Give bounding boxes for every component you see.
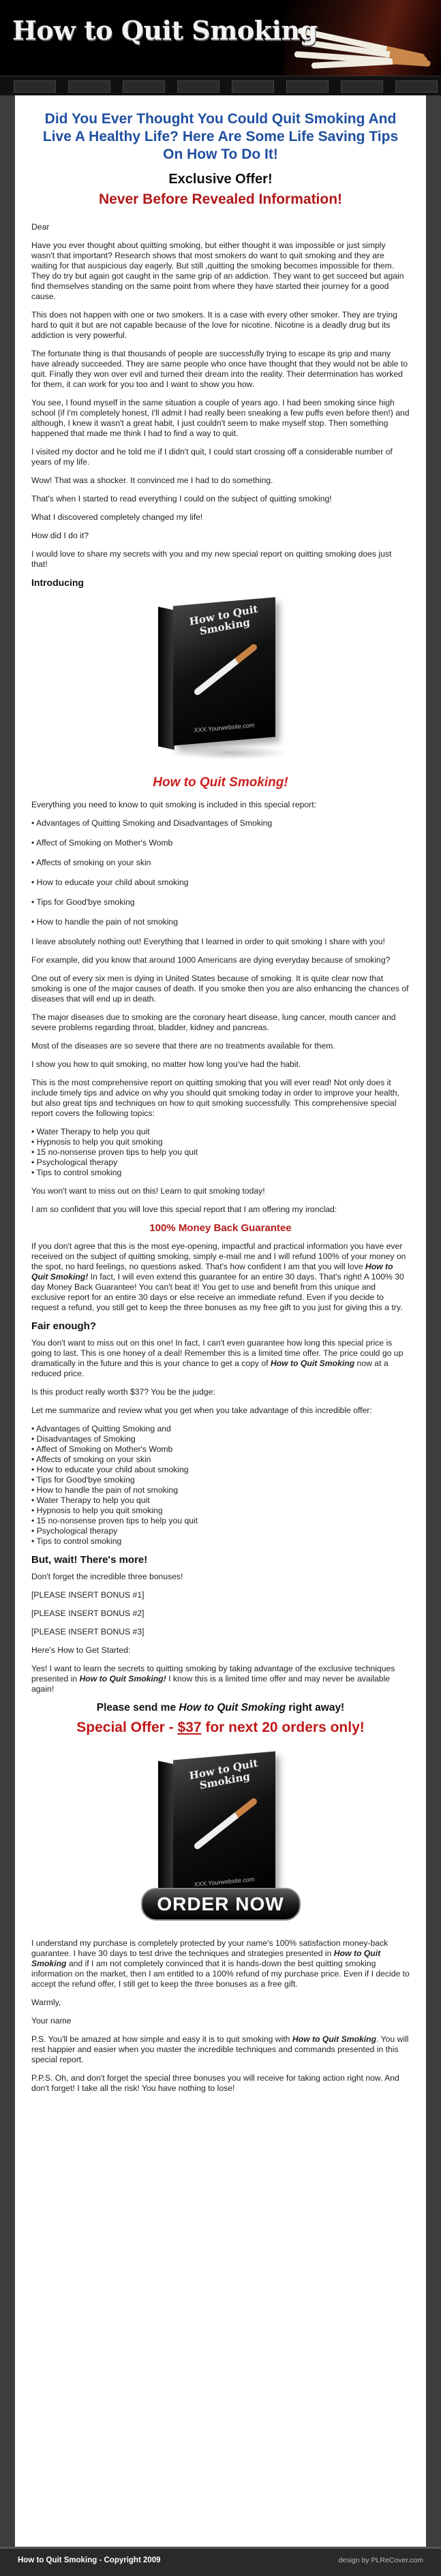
list-item: • Affects of smoking on your skin: [31, 1455, 151, 1464]
paragraph: The major diseases due to smoking are the coronary heart disease, lung cancer, mouth cancer and severe problems regarding throat, bladder, kidney and pancreas.: [31, 1012, 396, 1032]
site-title: How to Quit Smoking: [12, 15, 318, 46]
paragraph: I understand my purchase is completely protected by your name's 100% satisfaction money-back guarantee. I have 30 days to test drive the techniques and strategies presented in How to Quit Smoking and if I am not completely convinced that it is hands-down the best quitting smoking information on the market, then I am entitled to a 100% refund of my purchase price. Even if I decide to accept the refund offer, I still get to keep the three bonuses as a free gift.: [31, 1938, 410, 1989]
list-item: • Psychological therapy: [31, 1158, 118, 1167]
postscript: P.P.S. Oh, and don't forget the special three bonuses you will receive for taking action right now. And don't forget! I take all the risk! You have nothing to lose!: [31, 2073, 399, 2093]
list-item: • Hypnosis to help you quit smoking: [31, 1506, 163, 1515]
list-item: • Affect of Smoking on Mother's Womb: [31, 838, 173, 848]
list-item: • Disadvantages of Smoking: [31, 1434, 136, 1444]
paragraph: Yes! I want to learn the secrets to quitting smoking by taking advantage of the exclusive techniques presented in How to Quit Smoking! I know this is a limited time offer and may never be available again!: [31, 1664, 395, 1694]
bonus-placeholder: [PLEASE INSERT BONUS #1]: [31, 1590, 145, 1600]
paragraph: I leave absolutely nothing out! Everything that I learned in order to quit smoking I share with you!: [31, 937, 385, 946]
product-image: [31, 595, 410, 768]
guarantee-paragraph: If you don't agree that this is the most eye-opening, impactful and practical information you have ever received on the subject of quitting smoking, simply e-mail me and I will refund 100% of your money on the spot, no hard feelings, no questions asked. That's how confident I am that you will love How to Quit Smoking! In fact, I will even extend this guarantee for an entire 30 days. That's right! A 100% 30 day Money Back Guarantee! You can't beat it! You get to use and benefit from this unique and exclusive report for an entire 30 days or else receive an immediate refund. Even if you decide to request a refund, you still get to keep the three bonuses as my free gift to you just for giving this a try.: [31, 1241, 406, 1312]
list-item: • Tips for Good'bye smoking: [31, 897, 135, 907]
paragraph: What I discovered completely changed my life!: [31, 512, 203, 522]
order-product-image: [31, 1749, 410, 1908]
sign-off: Warmly,: [31, 1998, 61, 2007]
exclusive-offer-heading: Exclusive Offer!: [168, 172, 273, 187]
list-item: • Water Therapy to help you quit: [31, 1127, 150, 1136]
book-cover-title: How to Quit Smoking: [188, 1756, 258, 1792]
list-item: • Advantages of Quitting Smoking and: [31, 1424, 171, 1433]
paragraph: One out of every six men is dying in United States because of smoking. It is quite clear now that smoking is one of the major causes of death. If you smoke then you are also enhancing the chances of diseases that will end up in death.: [31, 974, 409, 1004]
paragraph: You don't want to miss out on this one! In fact, I can't even guarantee how long this special price is going to last. This is one honey of a deal! Remember this is a limited time offer. The price could go up dramatically in the future and this is your chance to get a copy of How to Quit Smoking now at a reduced price.: [31, 1338, 404, 1378]
never-before-heading: Never Before Revealed Information!: [98, 191, 343, 207]
paragraph: Let me summarize and review what you get when you take advantage of this incredible offer:: [31, 1406, 372, 1415]
copyright: How to Quit Smoking - Copyright 2009: [18, 2556, 161, 2564]
list-item: • Water Therapy to help you quit: [31, 1495, 150, 1505]
paragraph: Here's How to Get Started:: [31, 1645, 131, 1655]
bonus-placeholder: [PLEASE INSERT BONUS #3]: [31, 1627, 145, 1636]
book-cover-author: XXX.Yourwebsite.com: [194, 1876, 254, 1888]
list-item: • Affect of Smoking on Mother's Womb: [31, 1444, 173, 1454]
list-item: • Tips to control smoking: [31, 1536, 122, 1546]
postscript: P.S. You'll be amazed at how simple and easy it is to quit smoking with How to Quit Smoking. You will rest happier and easier when you master the incredible techniques and commands presented in this special report.: [31, 2034, 409, 2064]
signature-name: Your name: [31, 2016, 72, 2026]
special-offer-heading: Special Offer - $37 for next 20 orders only!: [76, 1720, 365, 1735]
paragraph: Don't forget the incredible three bonuses!: [31, 1572, 183, 1581]
order-now-button[interactable]: ORDER NOW: [141, 1888, 301, 1921]
list-item: • Hypnosis to help you quit smoking: [31, 1137, 163, 1147]
main-headline: Did You Ever Thought You Could Quit Smoking And Live A Healthy Life? Here Are Some Life Saving Tips On How To Do It!: [42, 111, 399, 162]
paragraph: How did I do it?: [31, 531, 89, 540]
fair-enough-heading: Fair enough?: [31, 1320, 96, 1332]
paragraph: Everything you need to know to quit smoking is included in this special report:: [31, 800, 316, 809]
paragraph: I would love to share my secrets with you and my new special report on quitting smoking does just that!: [31, 549, 392, 569]
price: $37: [177, 1720, 202, 1735]
cigarette-icon: [193, 1797, 258, 1850]
paragraph: This does not happen with one or two smokers. It is a case with every other smoker. They are trying hard to quit it but are not capable because of the love for nicotine. Nicotine is a deadly drug but its addiction is very powerful.: [31, 310, 397, 340]
salutation: Dear: [31, 222, 50, 232]
introducing-heading: Introducing: [31, 577, 84, 588]
paragraph: I show you how to quit smoking, no matter how long you've had the habit.: [31, 1059, 301, 1069]
footer: [0, 2547, 441, 2576]
list-item: • 15 no-nonsense proven tips to help you quit: [31, 1147, 198, 1157]
paragraph: I visited my doctor and he told me if I didn't quit, I could start crossing off a considerable number of years of my life.: [31, 447, 393, 467]
list-item: • Tips to control smoking: [31, 1168, 122, 1177]
covered-topics-list: [31, 1127, 410, 1178]
header-banner: [0, 0, 441, 95]
list-item: • How to handle the pain of not smoking: [31, 1485, 178, 1495]
topics-list: [31, 818, 410, 927]
design-credit: design by PLReCover.com: [338, 2556, 423, 2564]
list-item: • 15 no-nonsense proven tips to help you quit: [31, 1516, 198, 1525]
summary-list: [31, 1424, 410, 1547]
list-item: • Affects of smoking on your skin: [31, 858, 151, 867]
bonus-placeholder: [PLEASE INSERT BONUS #2]: [31, 1609, 145, 1618]
cigarette-icon: [193, 642, 258, 696]
paragraph: I am so confident that you will love this special report that I am offering my ironclad:: [31, 1205, 337, 1214]
guarantee-heading: 100% Money Back Guarantee: [149, 1222, 292, 1234]
paragraph: Is this product really worth $37? You be the judge:: [31, 1387, 215, 1397]
product-title: How to Quit Smoking!: [153, 775, 288, 790]
paragraph: That's when I started to read everything I could on the subject of quitting smoking!: [31, 494, 332, 503]
order-request-heading: Please send me How to Quit Smoking right away!: [96, 1702, 345, 1713]
paragraph: This is the most comprehensive report on quitting smoking that you will ever read! Not only does it include timely tips and advice on why you should quit smoking today in order to improve your health, but also great tips and techniques on how to quit smoking successfully. This comprehensive special report covers the following topics:: [31, 1078, 399, 1118]
paragraph: Wow! That was a shocker. It convinced me I had to do something.: [31, 476, 273, 485]
list-item: • Psychological therapy: [31, 1526, 118, 1536]
book-cover-title: How to Quit Smoking: [188, 602, 258, 638]
paragraph: Most of the diseases are so severe that there are no treatments available for them.: [31, 1041, 335, 1051]
list-item: • How to educate your child about smoking: [31, 1465, 189, 1474]
list-item: • Advantages of Quitting Smoking and Disadvantages of Smoking: [31, 818, 273, 828]
list-item: • Tips for Good'bye smoking: [31, 1475, 135, 1485]
list-item: • How to handle the pain of not smoking: [31, 917, 178, 927]
paragraph: You see, I found myself in the same situation a couple of years ago. I had been smoking since high school (if I'm completely honest, I'll admit I had really been sneaking a few puffs even before then!) and although, I knew it wasn't a great habit, I just couldn't seem to make myself stop. Then something happened that made me think I had to find a way to quit.: [31, 398, 410, 438]
paragraph: The fortunate thing is that thousands of people are successfully trying to escape its grip and many have already succeeded. They are same people who once have thought that they would not be able to quit. Finally they won over evil and turned their dream into the reality. Their determination has worked for them, it can work for you too and I want to show you how.: [31, 349, 408, 389]
wait-heading: But, wait! There's more!: [31, 1554, 148, 1566]
book-cover-author: XXX.Yourwebsite.com: [194, 721, 254, 734]
sales-letter: [15, 95, 426, 2547]
list-item: • How to educate your child about smoking: [31, 878, 189, 887]
paragraph: Have you ever thought about quitting smoking, but either thought it was impossible or just simply wasn't that important? Research shows that most smokers do want to quit smoking and they are waiting for that auspicious day eagerly. But still ,quitting the smoking becomes impossible for them. They do try but again got caught in the same grip of an addiction. They want to get succeed but again find themselves standing on the same point from where they have started their journey for a good cause.: [31, 240, 404, 301]
header-filmstrip: [0, 76, 441, 95]
paragraph: For example, did you know that around 1000 Americans are dying everyday because of smoking?: [31, 955, 391, 965]
paragraph: You won't want to miss out on this! Learn to quit smoking today!: [31, 1186, 265, 1196]
